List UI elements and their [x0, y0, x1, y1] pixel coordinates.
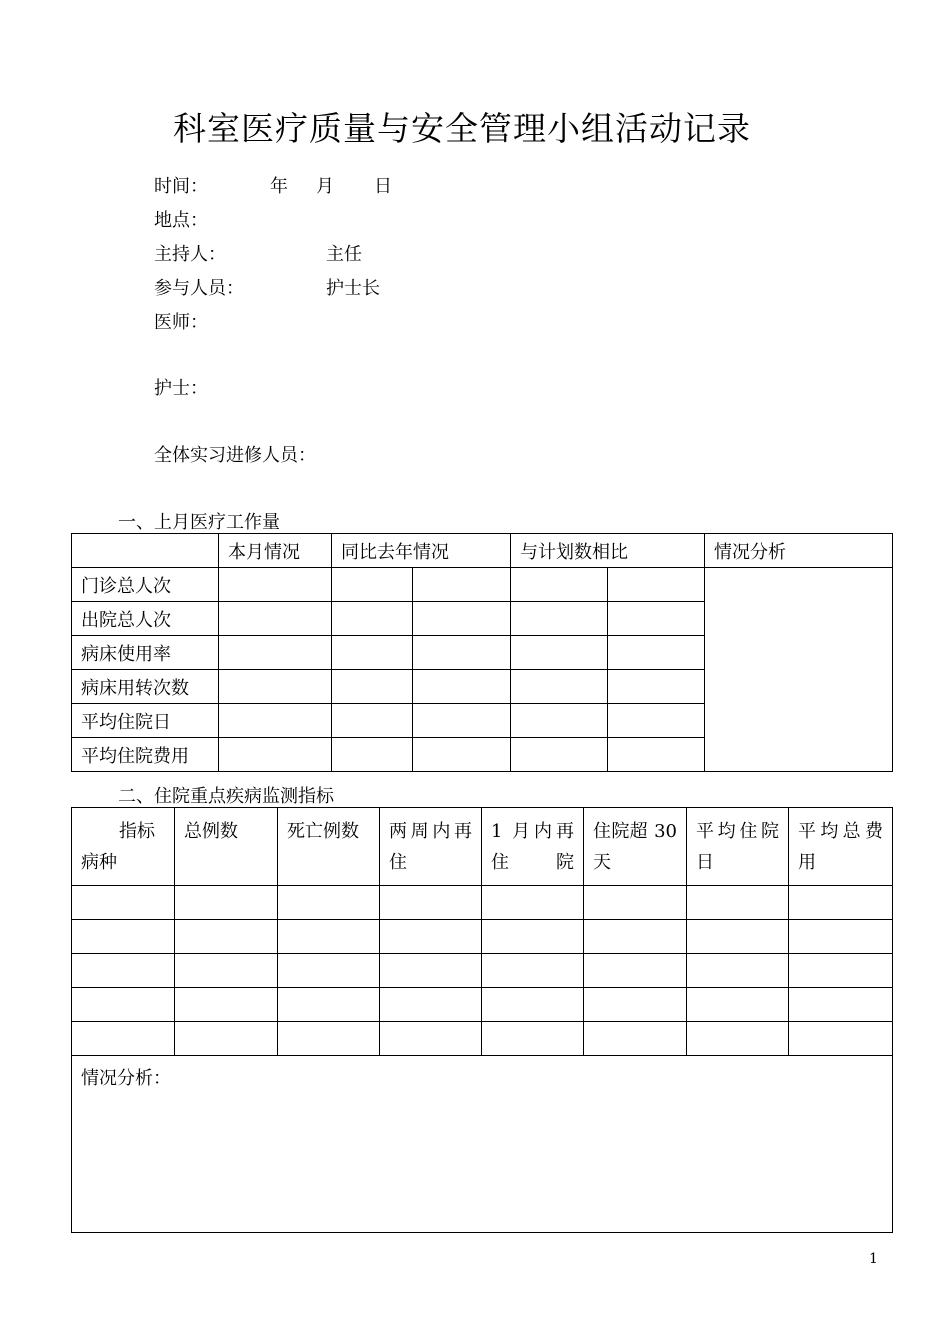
cell[interactable]: [278, 1022, 380, 1056]
cell[interactable]: [511, 602, 608, 636]
cell[interactable]: [175, 988, 278, 1022]
header-avg-stay: [687, 808, 789, 886]
cell[interactable]: [175, 886, 278, 920]
analysis-row: [72, 1056, 893, 1233]
cell[interactable]: [608, 738, 705, 772]
cell[interactable]: [72, 988, 175, 1022]
table-row: [72, 920, 893, 954]
interns-label: 全体实习进修人员：: [154, 445, 316, 466]
cell[interactable]: [584, 886, 687, 920]
host-label: 主持人：: [154, 244, 226, 265]
header-deaths: 死亡例数: [278, 808, 380, 886]
cell[interactable]: [482, 1022, 584, 1056]
cell[interactable]: [482, 954, 584, 988]
cell[interactable]: [278, 988, 380, 1022]
cell[interactable]: [380, 886, 482, 920]
row-label: 平均住院日: [72, 704, 219, 738]
row-label: 出院总人次: [72, 602, 219, 636]
time-label: 时间：: [154, 176, 208, 197]
cell[interactable]: [380, 954, 482, 988]
header-text: 住院超 30 天: [593, 821, 677, 873]
cell[interactable]: [219, 636, 332, 670]
cell[interactable]: [482, 988, 584, 1022]
cell[interactable]: [175, 920, 278, 954]
cell[interactable]: [413, 670, 511, 704]
cell[interactable]: [482, 886, 584, 920]
cell[interactable]: [789, 988, 893, 1022]
cell[interactable]: [332, 670, 413, 704]
cell[interactable]: [219, 704, 332, 738]
place-label: 地点：: [154, 210, 208, 231]
cell[interactable]: [413, 738, 511, 772]
cell[interactable]: [789, 920, 893, 954]
header-text: 两周内再住: [389, 821, 472, 873]
cell[interactable]: [608, 568, 705, 602]
cell[interactable]: [584, 1022, 687, 1056]
corner-cell: [72, 534, 219, 568]
header-text: 平均总费用: [798, 821, 883, 873]
row-label: 门诊总人次: [72, 568, 219, 602]
table-header-row: [72, 808, 893, 886]
header-year-over-year: 同比去年情况: [332, 534, 511, 568]
cell[interactable]: [72, 1022, 175, 1056]
cell[interactable]: [332, 636, 413, 670]
cell[interactable]: [175, 1022, 278, 1056]
header-readmit-2weeks: [380, 808, 482, 886]
header-text: 1 月内再住院: [491, 821, 574, 873]
cell[interactable]: [584, 988, 687, 1022]
section2-heading: 二、住院重点疾病监测指标: [118, 786, 334, 807]
cell[interactable]: [608, 704, 705, 738]
cell[interactable]: [72, 886, 175, 920]
row-label: 病床用转次数: [72, 670, 219, 704]
document-title: 科室医疗质量与安全管理小组活动记录: [173, 109, 751, 148]
cell[interactable]: [687, 954, 789, 988]
cell[interactable]: [511, 704, 608, 738]
cell[interactable]: [789, 886, 893, 920]
day-label: 日: [374, 176, 392, 197]
table-row: [72, 988, 893, 1022]
host-value: 主任: [326, 244, 362, 265]
table-row: [72, 954, 893, 988]
corner-cell: [72, 808, 175, 886]
cell[interactable]: [413, 568, 511, 602]
table-row: [72, 886, 893, 920]
cell[interactable]: [584, 954, 687, 988]
month-label: 月: [316, 176, 334, 197]
cell[interactable]: [511, 738, 608, 772]
cell[interactable]: [687, 1022, 789, 1056]
cell[interactable]: [789, 954, 893, 988]
cell[interactable]: [380, 1022, 482, 1056]
cell[interactable]: [511, 670, 608, 704]
header-stay-over-30: [584, 808, 687, 886]
cell[interactable]: [413, 636, 511, 670]
page-number: 1: [869, 1251, 878, 1267]
cell[interactable]: [511, 636, 608, 670]
disease-monitoring-table: [71, 807, 893, 1233]
table-row: [72, 1022, 893, 1056]
cell[interactable]: [687, 920, 789, 954]
cell[interactable]: [687, 886, 789, 920]
corner-top: 指标: [119, 821, 155, 842]
cell[interactable]: [278, 954, 380, 988]
cell[interactable]: [608, 602, 705, 636]
participants-label: 参与人员：: [154, 278, 244, 299]
participants-value: 护士长: [326, 278, 380, 299]
cell[interactable]: [219, 738, 332, 772]
cell[interactable]: [511, 568, 608, 602]
cell[interactable]: [413, 602, 511, 636]
doctors-label: 医师：: [154, 312, 208, 333]
cell[interactable]: [72, 954, 175, 988]
cell[interactable]: [608, 636, 705, 670]
corner-bottom: 病种: [81, 852, 117, 873]
cell[interactable]: [219, 602, 332, 636]
header-readmit-1month: [482, 808, 584, 886]
table-header-row: [72, 534, 893, 568]
cell[interactable]: [482, 920, 584, 954]
cell[interactable]: [72, 920, 175, 954]
cell[interactable]: [789, 1022, 893, 1056]
analysis-cell[interactable]: [705, 568, 893, 772]
header-text: 平均住院日: [696, 821, 779, 873]
cell[interactable]: [278, 920, 380, 954]
cell[interactable]: [413, 704, 511, 738]
row-label: 平均住院费用: [72, 738, 219, 772]
year-label: 年: [270, 176, 288, 197]
analysis-cell[interactable]: [72, 1056, 893, 1233]
cell[interactable]: [380, 988, 482, 1022]
section1-heading: 一、上月医疗工作量: [118, 512, 280, 533]
table-row: [72, 568, 893, 602]
cell[interactable]: [332, 738, 413, 772]
cell[interactable]: [219, 568, 332, 602]
cell[interactable]: [380, 920, 482, 954]
row-label: 病床使用率: [72, 636, 219, 670]
cell[interactable]: [584, 920, 687, 954]
cell[interactable]: [219, 670, 332, 704]
cell[interactable]: [608, 670, 705, 704]
cell[interactable]: [332, 704, 413, 738]
header-this-month: 本月情况: [219, 534, 332, 568]
header-avg-cost: [789, 808, 893, 886]
cell[interactable]: [332, 602, 413, 636]
header-analysis: 情况分析: [705, 534, 893, 568]
cell[interactable]: [175, 954, 278, 988]
header-total-cases: 总例数: [175, 808, 278, 886]
cell[interactable]: [687, 988, 789, 1022]
cell[interactable]: [332, 568, 413, 602]
header-vs-plan: 与计划数相比: [511, 534, 705, 568]
workload-table: [71, 533, 893, 772]
analysis-label: 情况分析：: [81, 1068, 171, 1089]
nurses-label: 护士：: [154, 378, 208, 399]
cell[interactable]: [278, 886, 380, 920]
